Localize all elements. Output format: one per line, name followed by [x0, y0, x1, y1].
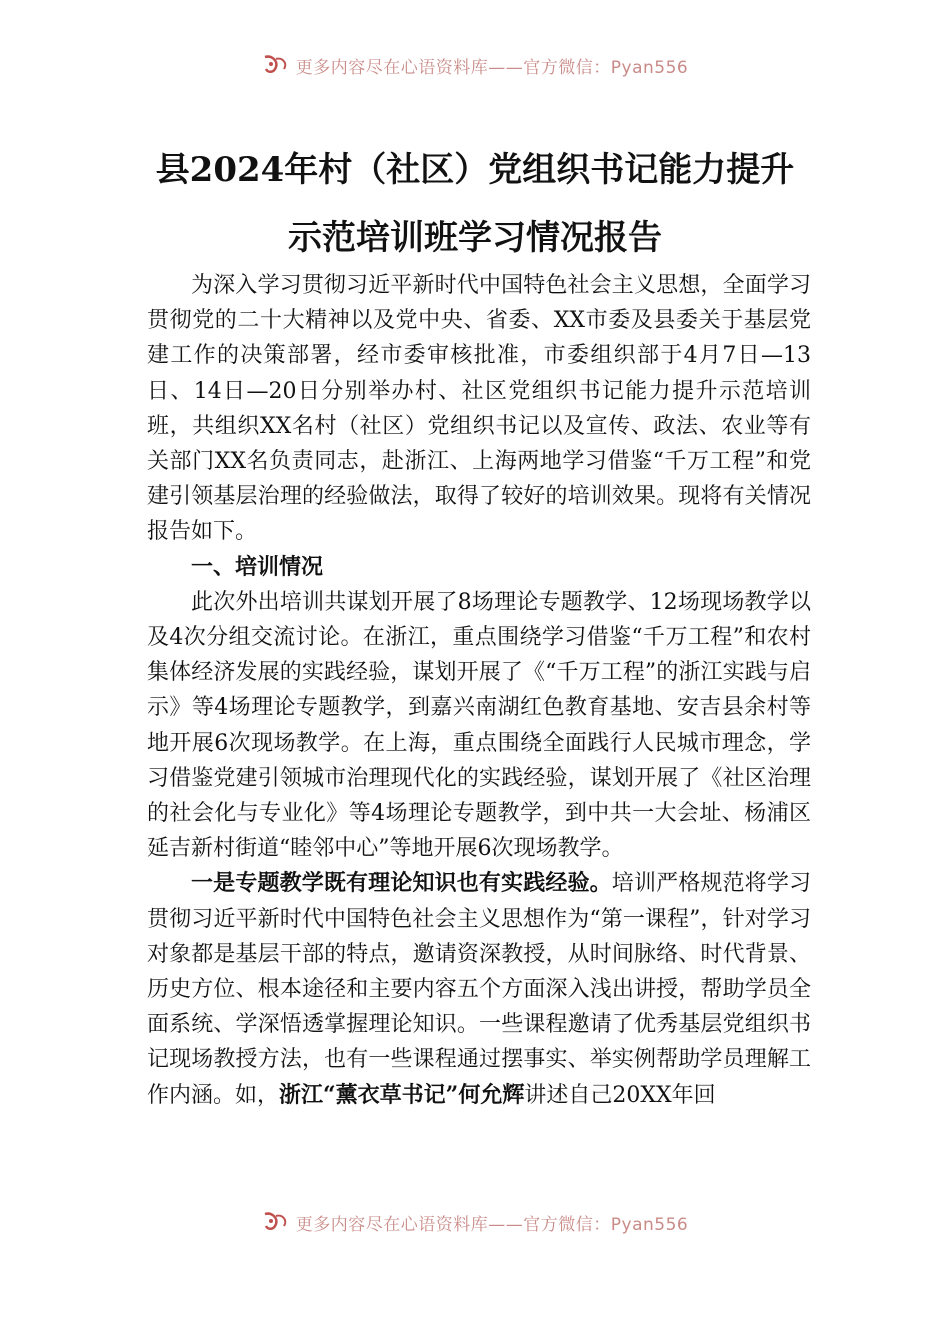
- point1-example-name: 浙江“薰衣草书记”何允辉: [279, 1081, 525, 1108]
- watermark-text: 更多内容尽在心语资料库——官方微信：Pyan556: [295, 57, 689, 78]
- watermark-logo-icon: [262, 1210, 292, 1234]
- point1-tail: 讲述自己20XX年回: [524, 1082, 716, 1108]
- intro-paragraph: 为深入学习贯彻习近平新时代中国特色社会主义思想，全面学习贯彻党的二十大精神以及党中央、省委、XX市委及县委关于基层党建工作的决策部署，经市委审核批准，市委组织部于4月7日—13日、14日—20日分别举办村、社区党组织书记能力提升示范培训班，共组织XX名村（社区）党组织书记以及宣传、政法、农业等有关部门XX名负责同志，赴浙江、上海两地学习借鉴“千万工程”和党建引领基层治理的经验做法，取得了较好的培训效果。现将有关情况报告如下。: [147, 273, 811, 545]
- document-body: [147, 268, 811, 1113]
- point1-body: 培训严格规范将学习贯彻习近平新时代中国特色社会主义思想作为“第一课程”，针对学习对象都是基层干部的特点，邀请资深教授，从时间脉络、时代背景、历史方位、根本途径和主要内容五个方面深入浅出讲授，帮助学员全面系统、学深悟透掌握理论知识。一些课程邀请了优秀基层党组织书记现场教授方法，也有一些课程通过摆事实、举实例帮助学员理解工作内涵。如，: [147, 871, 811, 1108]
- point1-paragraph: [147, 866, 811, 1112]
- training-paragraph: 此次外出培训共谋划开展了8场理论专题教学、12场现场教学以及4次分组交流讨论。在浙江，重点围绕学习借鉴“千万工程”和农村集体经济发展的实践经验，谋划开展了《“千万工程”的浙江实践与启示》等4场理论专题教学，到嘉兴南湖红色教育基地、安吉县余村等地开展6次现场教学。在上海，重点围绕全面践行人民城市理念，学习借鉴党建引领城市治理现代化的实践经验，谋划开展了《社区治理的社会化与专业化》等4场理论专题教学，到中共一大会址、杨浦区延吉新村街道“睦邻中心”等地开展6次现场教学。: [147, 589, 811, 862]
- section-heading-training: 一、培训情况: [191, 554, 324, 580]
- document-title-line2: 示范培训班学习情况报告: [288, 218, 662, 258]
- watermark-text: 更多内容尽在心语资料库——官方微信：Pyan556: [295, 1214, 689, 1235]
- document-title-line1: 县2024年村（社区）党组织书记能力提升: [155, 150, 795, 190]
- watermark-top: [0, 50, 950, 80]
- watermark-bottom: [0, 1207, 950, 1237]
- watermark-logo-icon: [262, 53, 292, 77]
- point1-lead: 一是专题教学既有理论知识也有实践经验。: [191, 870, 612, 897]
